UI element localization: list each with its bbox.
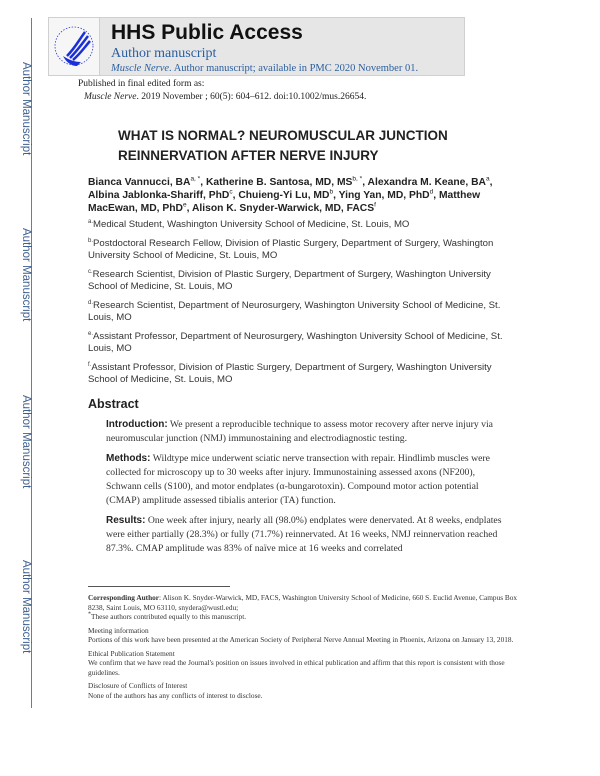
affiliation-text: Assistant Professor, Department of Neurosurgery, Washington University School of Medicine, St. Louis, MO (88, 330, 503, 354)
journal-name: Muscle Nerve (111, 63, 170, 74)
corresponding-label: Corresponding Author (88, 593, 160, 602)
affiliation-text: Postdoctoral Research Fellow, Division of Plastic Surgery, Department of Surgery, Washington University School of Medicine, St. Louis, MO (88, 237, 494, 261)
conflicts-disclosure (88, 681, 518, 700)
section-label: Introduction: (106, 418, 168, 430)
author-name: Ying Yan, MD, PhD (338, 190, 430, 201)
abstract-methods (106, 452, 506, 508)
affiliation (88, 362, 518, 387)
author-affiliation-mark: c (229, 188, 233, 196)
author-name: Alexandra M. Keane, BA (367, 177, 486, 188)
meeting-info (88, 626, 518, 645)
conflicts-heading: Disclosure of Conflicts of Interest (88, 681, 188, 690)
citation-text: . 2019 November ; 60(5): 604–612. doi:10.1002/mus.26654. (136, 92, 367, 102)
affiliation (88, 219, 518, 232)
hhs-header (48, 17, 465, 76)
affiliation-text: Research Scientist, Division of Plastic Surgery, Department of Surgery, Washington University School of Medicine, St. Louis, MO (88, 268, 491, 292)
ethics-text: We confirm that we have read the Journal's position on issues involved in ethical publication and affirm that this report is consistent with those guidelines. (88, 658, 505, 677)
affiliation-text: Research Scientist, Department of Neurosurgery, Washington University School of Medicine, St. Louis, MO (88, 299, 501, 323)
footnotes (88, 593, 518, 704)
sidebar-label: Author Manuscript (20, 228, 32, 322)
section-label: Results: (106, 514, 146, 526)
section-label: Methods: (106, 452, 151, 464)
section-text: One week after injury, nearly all (98.0%) endplates were denervated. At 8 weeks, endplates were either partially (28.3%) or fully (71.7%) reinnervated. At 16 weeks, NMJ reinnervation reached 87.3%. CMAP amplitude was 83% of naïve mice at 16 weeks and correlated (106, 514, 502, 554)
abstract-introduction (106, 418, 506, 446)
affiliation-mark: d. (88, 299, 94, 306)
corresponding-text: : Alison K. Snyder-Warwick, MD, FACS, Washington University School of Medicine, 660 S. Euclid Avenue, Campus Box 8238, Saint Louis, MO 63110, snydera@wustl.edu; (88, 593, 518, 612)
author-affiliation-mark: b, * (352, 175, 363, 183)
author-list: Bianca Vannucci, $BA^{a, *}$, Katherine B. Santosa, MD, $MS^{b, *}$, Alexandra M. Keane, $BA^a$, Albina Jablonka-Shariff, PhD$^c$, Chuieng-Yi Lu, $MD^b$, Ying Yan, MD, PhD$^d$, Matthew MacEwan, MD, PhD$^e$, Alison K. Snyder-Warwick, MD, FACS$^f$ (88, 175, 493, 214)
equal-mark: * (88, 611, 92, 618)
availability-text: . Author manuscript; available in PMC 2020 November 01. (169, 63, 419, 74)
section-text: Wildtype mice underwent sciatic nerve transection with repair. Hindlimb muscles were collected for microscopy up to 30 weeks after injury. Immunostaining assessed axons (NF200), Schwann cells (S100), and motor endplates (α-bungarotoxin). Compound motor action potential (CMAP) amplitude assessed tibialis anterior (TA) function. (106, 452, 490, 506)
author-name: Katherine B. Santosa, MD, MS (205, 177, 353, 188)
affiliation-mark: e. (88, 330, 94, 337)
author-affiliation-mark: f (374, 201, 376, 209)
author-name: Bianca Vannucci, BA (88, 177, 191, 188)
affiliation-mark: c. (88, 268, 93, 275)
author-affiliation-mark: d (429, 188, 434, 196)
author-name: Matthew MacEwan, MD, PhD (88, 190, 481, 214)
affiliation (88, 238, 518, 263)
author-name: Albina Jablonka-Shariff, PhD (88, 190, 230, 201)
affiliation-text: Medical Student, Washington University School of Medicine, St. Louis, MO (93, 219, 410, 230)
affiliation (88, 269, 518, 294)
author-name: Alison K. Snyder-Warwick, MD, FACS (191, 203, 375, 214)
section-text: We present a reproducible technique to assess motor recovery after nerve injury via neuromuscular junction (NMJ) immunostaining and electrodiagnostic testing. (106, 418, 493, 444)
affiliation-mark: b. (88, 237, 94, 244)
corresponding-author (88, 593, 518, 622)
ethics-statement (88, 649, 518, 678)
sidebar-label: Author Manuscript (20, 62, 32, 156)
author-affiliation-mark: a (485, 175, 490, 183)
affiliation-mark: a. (88, 218, 94, 225)
abstract-heading: Abstract (88, 396, 139, 411)
citation (84, 92, 366, 102)
affiliation-mark: f. (88, 361, 92, 368)
author-affiliation-mark: a, * (190, 175, 201, 183)
availability-line (111, 63, 418, 74)
equal-contribution-note: These authors contributed equally to this manuscript. (91, 612, 247, 621)
author-affiliation-mark: e (182, 201, 187, 209)
citation-journal: Muscle Nerve (84, 92, 137, 102)
meeting-text: Portions of this work have been presented at the American Society of Peripheral Nerve Annual Meeting in Phoenix, Arizona on January 13, 2018. (88, 635, 514, 644)
footnote-rule (88, 586, 230, 587)
sidebar-label: Author Manuscript (20, 395, 32, 489)
hhs-public-access-title: HHS Public Access (111, 21, 303, 44)
author-name: Chuieng-Yi Lu, MD (238, 190, 330, 201)
abstract-results (106, 514, 506, 556)
affiliation (88, 300, 518, 325)
article-title: WHAT IS NORMAL? NEUROMUSCULAR JUNCTION REINNERVATION AFTER NERVE INJURY (118, 128, 448, 163)
author-manuscript-label: Author manuscript (111, 46, 217, 61)
affiliation-list (88, 219, 518, 387)
conflicts-text: None of the authors has any conflicts of interest to disclose. (88, 690, 263, 700)
front-matter (88, 176, 518, 556)
author-affiliation-mark: b (329, 188, 334, 196)
affiliation-text: Assistant Professor, Division of Plastic Surgery, Department of Surgery, Washington University School of Medicine, St. Louis, MO (88, 361, 492, 385)
affiliation (88, 331, 518, 356)
meeting-heading: Meeting information (88, 625, 149, 635)
sidebar-label: Author Manuscript (20, 560, 32, 654)
ethics-heading: Ethical Publication Statement (88, 648, 175, 658)
hhs-eagle-logo-icon (49, 18, 100, 75)
published-label: Published in final edited form as: (78, 79, 205, 89)
